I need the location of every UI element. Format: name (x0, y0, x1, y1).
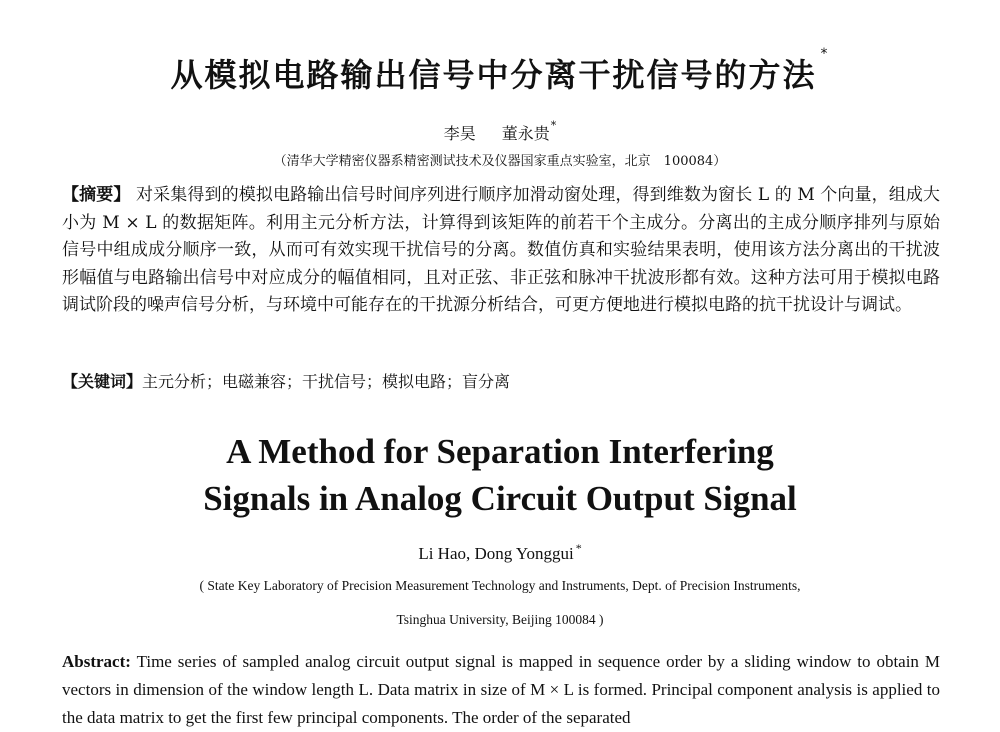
english-title (0, 428, 1000, 522)
chinese-keywords-text: 主元分析；电磁兼容；干扰信号；模拟电路；盲分离 (142, 372, 511, 391)
english-title-line-1: A Method for Separation Interfering (226, 432, 774, 471)
english-abstract-separator: : (125, 652, 131, 671)
english-authors (0, 541, 1000, 564)
chinese-authors (0, 121, 1000, 144)
english-title-line-2: Signals in Analog Circuit Output Signal (203, 479, 797, 518)
chinese-title (0, 46, 1000, 96)
chinese-abstract-label: 【摘要】 (62, 185, 131, 205)
chinese-keywords-label: 【关键词】 (62, 372, 143, 391)
title-footnote-mark: * (820, 46, 830, 62)
chinese-abstract-text: 对采集得到的模拟电路输出信号时间序列进行顺序加滑动窗处理，得到维数为窗长 L 的 M 个向量，组成大小为 M × L 的数据矩阵。利用主元分析方法，计算得到该矩阵的前若干个主成分。分离出的主成分顺序排列与原始信号中组成成分顺序一致，从而可有效实现干扰信号的分离。数值仿真和实验结果表明，使用该方法分离出的干扰波形幅值与电路输出信号中对应成分的幅值相同，且对正弦、非正弦和脉冲干扰波形都有效。这种方法可用于模拟电路调试阶段的噪声信号分析，与环境中可能存在的干扰源分析结合，可更方便地进行模拟电路的抗干扰设计与调试。 (62, 185, 941, 315)
chinese-affiliation: （清华大学精密仪器系精密测试技术及仪器国家重点实验室，北京 100084） (273, 154, 727, 169)
chinese-keywords (62, 369, 940, 392)
author-dong-yonggui-cn: 董永贵 (501, 124, 550, 143)
author-footnote-mark-cn: * (550, 119, 557, 132)
english-abstract (62, 648, 940, 732)
chinese-abstract (62, 182, 940, 320)
english-abstract-text: Time series of sampled analog circuit output signal is mapped in sequence order by a sliding window to obtain M vectors in dimension of the window length L. Data matrix in size of M × L is formed. Principal component analysis is applied to the data matrix to get the first few principal components. The order of the separated (62, 652, 940, 727)
english-abstract-label: Abstract (62, 652, 126, 671)
english-authors-text: Li Hao, Dong Yonggui (418, 544, 574, 563)
english-affiliation-line-1: ( State Key Laboratory of Precision Measurement Technology and Instruments, Dept. of Precision Instruments, (199, 578, 801, 593)
english-affiliation-line-2: Tsinghua University, Beijing 100084 ) (396, 612, 604, 627)
author-footnote-mark-en: * (575, 541, 582, 555)
author-li-hao-cn: 李昊 (443, 124, 476, 143)
chinese-title-text: 从模拟电路输出信号中分离干扰信号的方法 (170, 56, 817, 94)
